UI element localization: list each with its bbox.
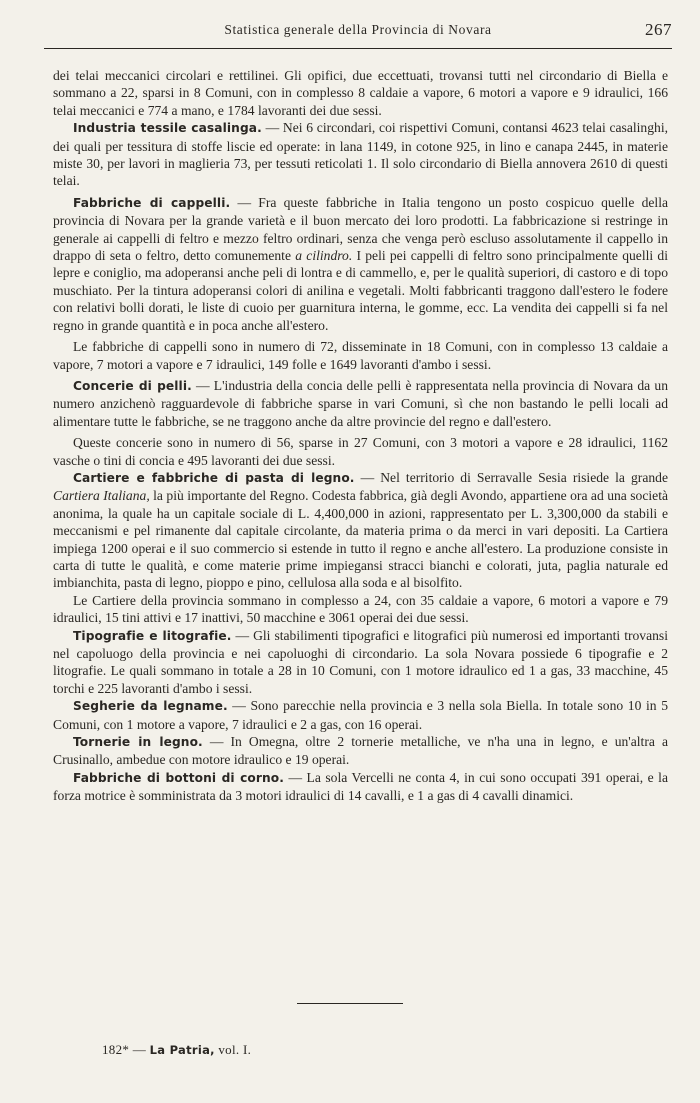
section-heading: Tipografie e litografie. bbox=[73, 628, 232, 643]
italic-term: a cilindro. bbox=[295, 248, 353, 264]
section-heading: Cartiere e fabbriche di pasta di legno. bbox=[73, 470, 355, 485]
paragraph-concerie-numbers bbox=[53, 434, 668, 469]
paragraph-text: Le Cartiere della provincia sommano in complesso a 24, con 35 caldaie a vapore, 6 motori a vapore e 79 idraulici, 15 tini attivi e 17 inattivi, 50 macchine e 3061 operai dei due sessi. bbox=[53, 592, 668, 626]
signature-line bbox=[102, 1042, 251, 1058]
paragraph-tipografie bbox=[53, 627, 668, 698]
signature-dash: — bbox=[129, 1042, 150, 1057]
signature-mark: 182* bbox=[102, 1042, 130, 1057]
paragraph-text: la più importante del Regno. Codesta fabbrica, già degli Avondo, appartiene ora ad una società anonima, la quale ha un capitale sociale di L. 4,400,000 in azioni, rappresentato per L. 3,300,000 da stabili e meccanismi e pel rimanente dal capitale circolante, da materia prima o da merci in vari depositi. La Cartiera impiega 1200 operai e il suo commercio si estende in tutto il regno e anche all'estero. La produzione consiste in carta di tutte le qualità, e come materie prime impiegansi stracci bianchi e colorati, juta, paglia naturale ed imbianchita, pasta di legno, pioppo e pino, cellulosa alla soda e al bisolfito. bbox=[53, 488, 668, 591]
paragraph-industria-tessile bbox=[53, 119, 668, 190]
italic-term: Cartiera Italiana, bbox=[53, 488, 150, 504]
paragraph-text: — L'industria della concia delle pelli è rappresentata nella provincia di Novara da un numero anzichenò ragguardevole di fabbriche sparse in vari Comuni, sì che non bastando le pelli locali ad alimentare tutte le fabbriche, se ne traggono anche da altre provincie del regno e dall'estero. bbox=[53, 377, 668, 429]
paragraph-tornerie bbox=[53, 733, 668, 769]
paragraph-text: Le fabbriche di cappelli sono in numero di 72, disseminate in 18 Comuni, con in complesso 13 caldaie a vapore, 7 motori a vapore e 7 idraulici, 149 folle e 1649 lavoranti d'ambo i sessi. bbox=[53, 339, 668, 372]
running-header-title: Statistica generale della Provincia di Novara bbox=[224, 22, 492, 37]
paragraph-fabbriche-cappelli bbox=[53, 194, 668, 334]
section-heading: Segherie da legname. bbox=[73, 699, 228, 714]
section-heading: Tornerie in legno. bbox=[73, 735, 203, 750]
paragraph-text: — Gli stabilimenti tipografici e litografici più numerosi ed importanti trovansi nel capoluogo della provincia e nei capoluoghi di circondario. La sola Novara possiede 6 tipografie e 2 litografie. Le quali sommano in totale a 28 in 10 Comuni, con 1 motore idraulico ed 1 a gas, 33 macchine, 45 torchi e 225 lavoranti d'ambo i sessi. bbox=[53, 627, 668, 696]
paragraph-text: — Fra queste fabbriche in Italia tengono un posto cospicuo quelle della provincia di Novara per la grande varietà e il buon mercato dei loro prodotti. La fabbricazione si restringe in generale ai cappelli di feltro e mezzo feltro ordinari, senza che venga però escluso assolutamente il cappello in drappo di seta o feltro, detto comunemente bbox=[53, 194, 668, 264]
running-header bbox=[44, 18, 672, 44]
paragraph-text: Queste concerie sono in numero di 56, sparse in 27 Comuni, con 3 motori a vapore e 28 idraulici, 1162 vasche o tini di concia e 495 lavoranti dei due sessi. bbox=[53, 435, 668, 468]
body-text bbox=[53, 67, 668, 805]
paragraph-text: I peli pei cappelli di feltro sono principalmente quelli di lepre e coniglio, ma adoperansi anche peli di lontra e di cammello, e, per le qualità superiori, di castoro e di topo muschiato. Per la tintura adoperansi colori di anilina e vegetali. Molti fabbricanti traggono dall'estero le fodere con relativi bolli dorati, le liste di cuoio per guarnitura interna, le gomme, ecc. La vendita dei cappelli si fa nel regno in grande quantità e in poca anche all'estero. bbox=[53, 248, 668, 333]
section-heading: Fabbriche di bottoni di corno. bbox=[73, 770, 284, 785]
paragraph-text: — Sono parecchie nella provincia e 3 nella sola Biella. In totale sono 10 in 5 Comuni, con 1 motore a vapore, 7 idraulici e 2 a gas, con 16 operai. bbox=[53, 698, 668, 732]
paragraph-text: — Nei 6 circondari, coi rispettivi Comuni, contansi 4623 telai casalinghi, dei quali per tessitura di stoffe liscie ed operate: in lana 1149, in cotone 925, in lino e canapa 2445, in materie miste 30, per lavori in maglieria 73, per tessuti reticolati 1. Il solo circondario di Biella annovera 2610 di questi telai. bbox=[53, 120, 668, 189]
paragraph-text: — In Omegna, oltre 2 tornerie metalliche, ve n'ha una in legno, e un'altra a Crusinallo, ambedue con motore idraulico e 19 operai. bbox=[53, 734, 668, 768]
paragraph-text: — Nel territorio di Serravalle Sesia risiede la grande bbox=[354, 469, 668, 485]
paragraph-cartiere bbox=[53, 469, 668, 592]
paragraph-text: dei telai meccanici circolari e rettilinei. Gli opifici, due eccettuati, trovansi tutti nel circondario di Biella e sommano a 22, sparsi in 8 Comuni, con in complesso 8 caldaie a vapore, 6 motori a vapore e 9 idraulici, 166 telai meccanici e 774 a mano, e 1784 lavoranti dei due sessi. bbox=[53, 68, 668, 118]
section-heading: Industria tessile casalinga. bbox=[73, 121, 262, 136]
volume-label: vol. I. bbox=[214, 1042, 252, 1057]
paragraph-cappelli-numbers bbox=[53, 338, 668, 373]
paragraph-concerie bbox=[53, 377, 668, 430]
paragraph-telai-continuation bbox=[53, 67, 668, 119]
closing-rule bbox=[297, 1003, 403, 1004]
page-number: 267 bbox=[645, 20, 672, 39]
header-rule bbox=[44, 48, 672, 49]
paragraph-bottoni bbox=[53, 769, 668, 805]
section-heading: Fabbriche di cappelli. bbox=[73, 195, 231, 210]
paragraph-cartiere-numbers bbox=[53, 592, 668, 627]
paragraph-segherie bbox=[53, 697, 668, 733]
section-heading: Concerie di pelli. bbox=[73, 378, 192, 393]
publication-title: La Patria, bbox=[149, 1043, 215, 1057]
paragraph-text: — La sola Vercelli ne conta 4, in cui sono occupati 391 operai, e la forza motrice è somministrata da 3 motori idraulici di 14 cavalli, e 1 a gas di 4 cavalli dinamici. bbox=[53, 769, 668, 804]
